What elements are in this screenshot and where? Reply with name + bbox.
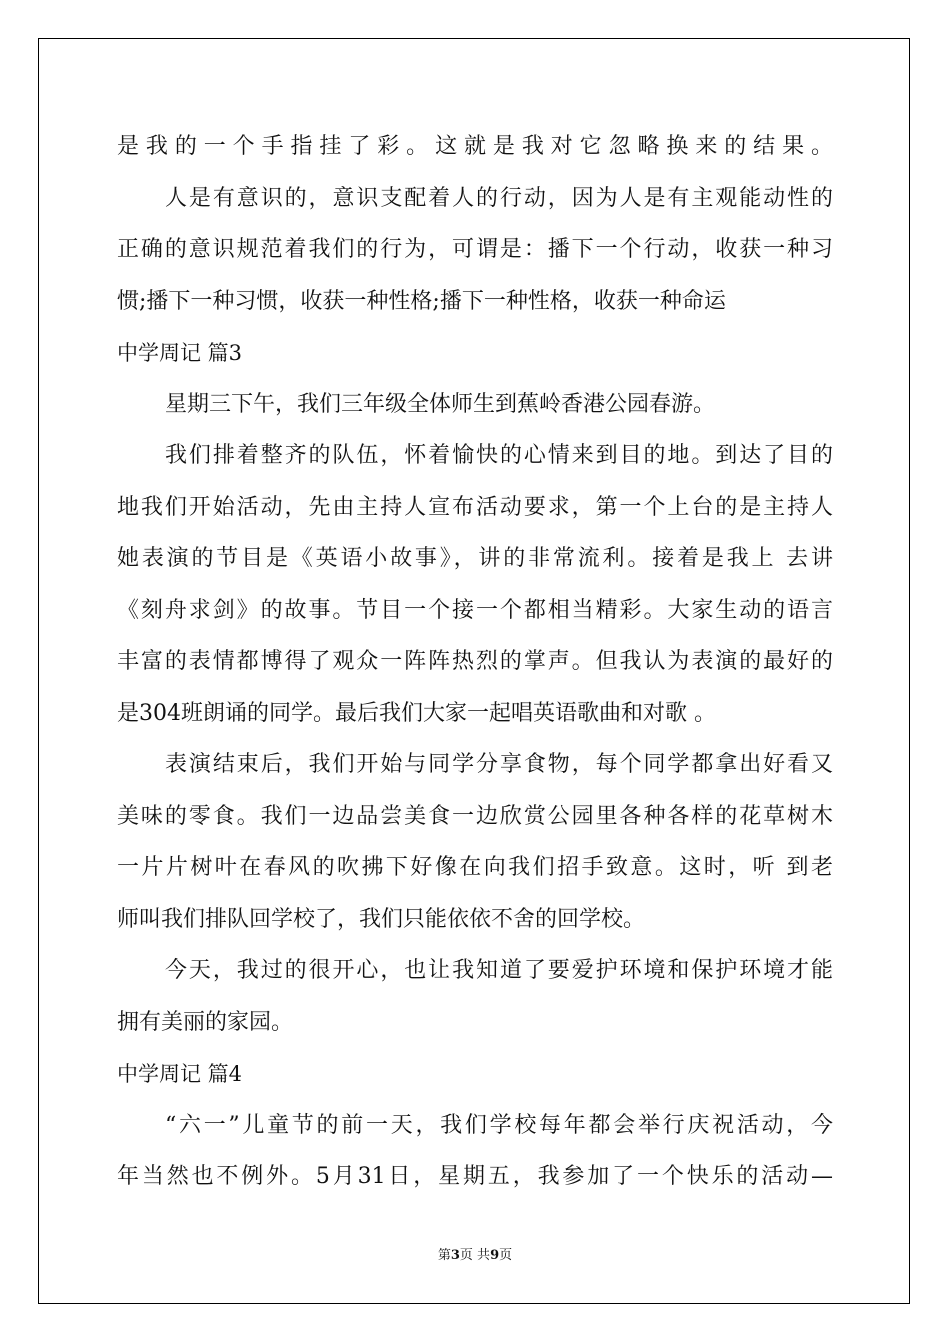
current-page-number: 3 xyxy=(450,1248,460,1263)
page-footer xyxy=(0,1244,950,1263)
section-heading: 中学周记 篇3 xyxy=(117,341,243,365)
paragraph-line: 《刻舟求剑》的故事。节目一个接一个都相当精彩。大家生动的语言 xyxy=(117,597,833,623)
paragraph-line: 丰富的表情都博得了观众一阵阵热烈的掌声。但我认为表演的最好的 xyxy=(117,649,833,674)
footer-prefix: 第 xyxy=(437,1248,451,1263)
paragraph-line: 美味的零食。我们一边品尝美食一边欣赏公园里各种各样的花草树木 xyxy=(117,803,833,829)
paragraph-line: 她表演的节目是《英语小故事》，讲的非常流利。接着是我上 去讲 xyxy=(117,546,833,571)
paragraph-line: 是我的一个手指挂了彩。这就是我对它忽略换来的结果。 xyxy=(117,134,833,159)
paragraph-first-line: 今天，我过的很开心，也让我知道了要爱护环境和保护环境才能 xyxy=(165,958,833,983)
paragraph-first-line: 星期三下午，我们三年级全体师生到蕉岭香港公园春游。 xyxy=(165,391,716,417)
paragraph-first-line: 我们排着整齐的队伍，怀着愉快的心情来到目的地。到达了目的 xyxy=(165,443,833,468)
paragraph-line: 正确的意识规范着我们的行为，可谓是：播下一个行动，收获一种习 xyxy=(117,237,833,262)
footer-suffix: 页 xyxy=(499,1248,513,1263)
footer-middle: 页 共 xyxy=(459,1248,491,1263)
paragraph-last-line: 拥有美丽的家园。 xyxy=(117,1009,294,1035)
paragraph-first-line: 表演结束后，我们开始与同学分享食物，每个同学都拿出好看又 xyxy=(165,752,833,777)
paragraph-line: 一片片树叶在春风的吹拂下好像在向我们招手致意。这时，听 到老 xyxy=(117,855,833,880)
paragraph-last-line: 师叫我们排队回学校了，我们只能依依不舍的回学校。 xyxy=(117,906,646,932)
paragraph-first-line: 人是有意识的，意识支配着人的行动，因为人是有主观能动性的 xyxy=(165,185,833,211)
paragraph-last-line: 惯;播下一种习惯，收获一种性格;播下一种性格，收获一种命运 xyxy=(117,288,726,314)
paragraph-line: 地我们开始活动，先由主持人宣布活动要求，第一个上台的是主持人 xyxy=(117,494,833,520)
total-page-number: 9 xyxy=(490,1248,500,1263)
paragraph-last-line: 是304班朗诵的同学。最后我们大家一起唱英语歌曲和对歌 。 xyxy=(117,700,716,726)
paragraph-first-line: “六一”儿童节的前一天，我们学校每年都会举行庆祝活动，今 xyxy=(165,1112,833,1138)
section-heading: 中学周记 篇4 xyxy=(117,1062,243,1086)
paragraph-line: 年当然也不例外。5月31日，星期五，我参加了一个快乐的活动— xyxy=(117,1164,833,1189)
